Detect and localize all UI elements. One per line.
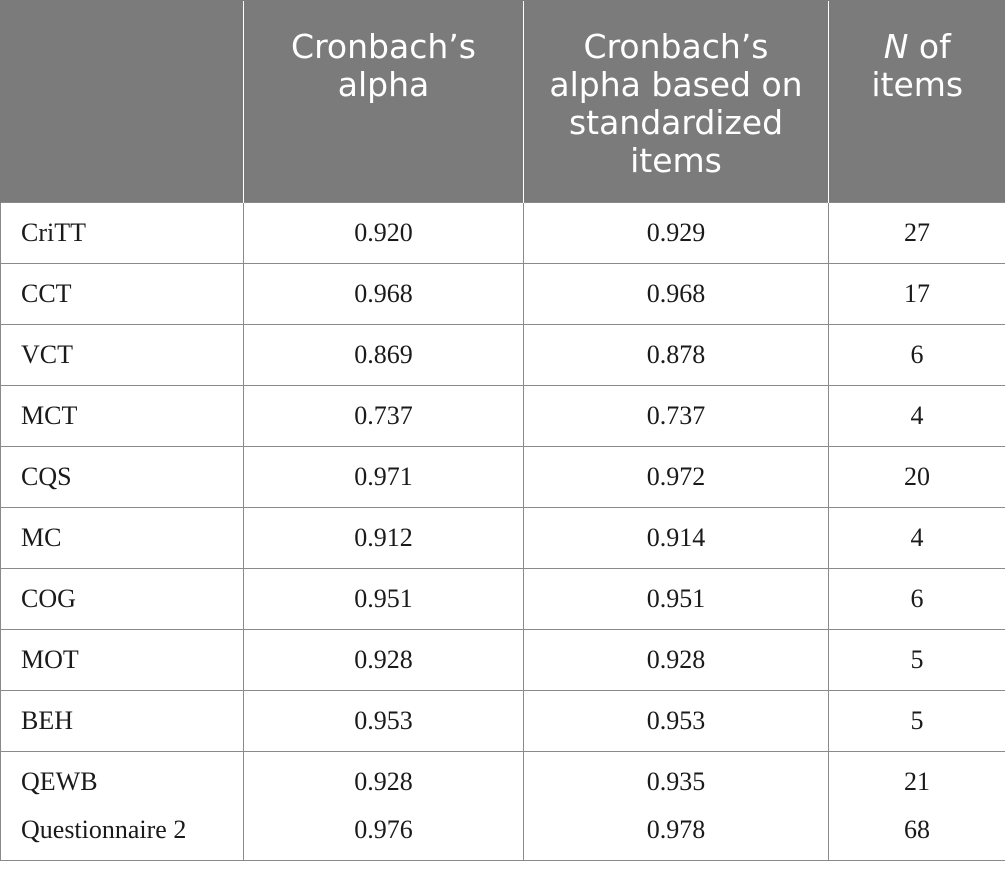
table-row	[1, 569, 1005, 630]
std-alpha-cell: 0.953	[524, 691, 829, 752]
table-row	[1, 386, 1005, 447]
header-line	[837, 28, 998, 66]
n-items-cell: 4	[829, 386, 1005, 447]
header-line: standardized	[568, 103, 784, 142]
header-of-text: of	[908, 27, 951, 66]
row-label: CriTT	[1, 203, 244, 264]
n-items-cell: 6	[829, 325, 1005, 386]
table-row	[1, 691, 1005, 752]
header-n-italic: N	[883, 27, 909, 66]
header-line: alpha	[337, 65, 430, 104]
std-alpha-cell: 0.972	[524, 447, 829, 508]
alpha-cell: 0.951	[244, 569, 524, 630]
alpha-cell: 0.928	[244, 630, 524, 691]
alpha-cell	[244, 752, 524, 861]
n-items-cell: 20	[829, 447, 1005, 508]
row-label: CCT	[1, 264, 244, 325]
std-alpha-value: 0.935	[646, 767, 706, 796]
std-alpha-cell: 0.737	[524, 386, 829, 447]
alpha-cell: 0.968	[244, 264, 524, 325]
table-row	[1, 630, 1005, 691]
table-row	[1, 325, 1005, 386]
row-label: Questionnaire 2	[21, 815, 187, 844]
header-line: items	[871, 65, 964, 104]
row-label: CQS	[1, 447, 244, 508]
row-label: MCT	[1, 386, 244, 447]
n-items-cell: 5	[829, 630, 1005, 691]
table-header	[1, 1, 1005, 203]
alpha-cell: 0.920	[244, 203, 524, 264]
header-line: items	[630, 141, 722, 180]
alpha-value: 0.928	[354, 767, 413, 796]
header-line: alpha based on	[549, 65, 803, 104]
header-line: Cronbach’s	[583, 27, 769, 66]
row-label: MOT	[1, 630, 244, 691]
row-label: COG	[1, 569, 244, 630]
n-items-cell: 27	[829, 203, 1005, 264]
alpha-cell: 0.912	[244, 508, 524, 569]
alpha-cell: 0.869	[244, 325, 524, 386]
n-items-cell: 4	[829, 508, 1005, 569]
n-items-value: 68	[904, 815, 930, 844]
std-alpha-cell: 0.878	[524, 325, 829, 386]
std-alpha-cell: 0.951	[524, 569, 829, 630]
row-label-cell	[1, 752, 244, 861]
row-label: VCT	[1, 325, 244, 386]
n-items-cell	[829, 752, 1005, 861]
n-items-cell: 5	[829, 691, 1005, 752]
header-line: Cronbach’s	[291, 27, 476, 66]
alpha-cell: 0.737	[244, 386, 524, 447]
table-row	[1, 264, 1005, 325]
header-cronbach-alpha	[244, 1, 524, 203]
std-alpha-cell: 0.928	[524, 630, 829, 691]
std-alpha-cell: 0.968	[524, 264, 829, 325]
alpha-cell: 0.971	[244, 447, 524, 508]
header-standardized-alpha	[524, 1, 829, 203]
row-label: QEWB	[21, 767, 98, 796]
table-row	[1, 508, 1005, 569]
table-row-combined	[1, 752, 1005, 861]
table-row	[1, 447, 1005, 508]
table-row	[1, 203, 1005, 264]
header-empty-cell	[1, 1, 244, 203]
table-body	[1, 203, 1005, 861]
n-items-value: 21	[904, 767, 930, 796]
n-items-cell: 17	[829, 264, 1005, 325]
n-items-cell: 6	[829, 569, 1005, 630]
header-row	[1, 1, 1005, 203]
alpha-value: 0.976	[354, 815, 413, 844]
std-alpha-cell: 0.914	[524, 508, 829, 569]
header-n-items	[829, 1, 1005, 203]
alpha-cell: 0.953	[244, 691, 524, 752]
row-label: MC	[1, 508, 244, 569]
std-alpha-cell	[524, 752, 829, 861]
std-alpha-cell: 0.929	[524, 203, 829, 264]
std-alpha-value: 0.978	[646, 815, 706, 844]
row-label: BEH	[1, 691, 244, 752]
